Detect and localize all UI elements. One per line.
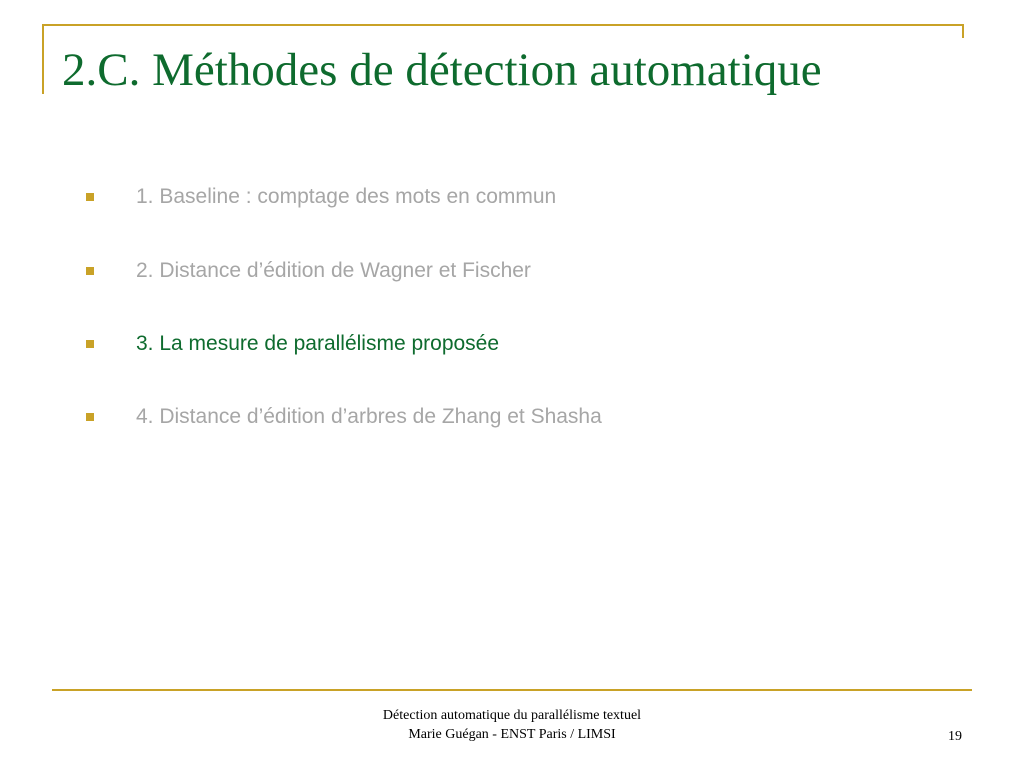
title-frame-top-rule: [42, 24, 964, 26]
bullet-item-1: [86, 183, 886, 213]
bullet-text: 3. La mesure de parallélisme proposée: [136, 332, 500, 355]
title-frame-left-rule: [42, 24, 44, 94]
footer-caption: [212, 706, 812, 744]
bullet-text: 4. Distance d’édition d’arbres de Zhang et Shasha: [136, 405, 602, 428]
square-bullet-icon: [86, 193, 94, 201]
square-bullet-icon: [86, 340, 94, 348]
bullet-item-3: [86, 330, 886, 360]
title-frame-right-rule: [962, 24, 964, 38]
square-bullet-icon: [86, 267, 94, 275]
page-number: 19: [948, 729, 962, 744]
footer-rule: [52, 689, 972, 691]
bullet-item-4: [86, 403, 886, 433]
slide-title: 2.C. Méthodes de détection automatique: [62, 44, 822, 96]
footer-author: Marie Guégan - ENST Paris / LIMSI: [408, 727, 616, 742]
footer-title: Détection automatique du parallélisme textuel: [382, 708, 642, 723]
square-bullet-icon: [86, 413, 94, 421]
bullet-text: 1. Baseline : comptage des mots en commun: [136, 185, 557, 208]
bullet-text: 2. Distance d’édition de Wagner et Fischer: [136, 259, 531, 282]
bullet-item-2: [86, 257, 886, 287]
